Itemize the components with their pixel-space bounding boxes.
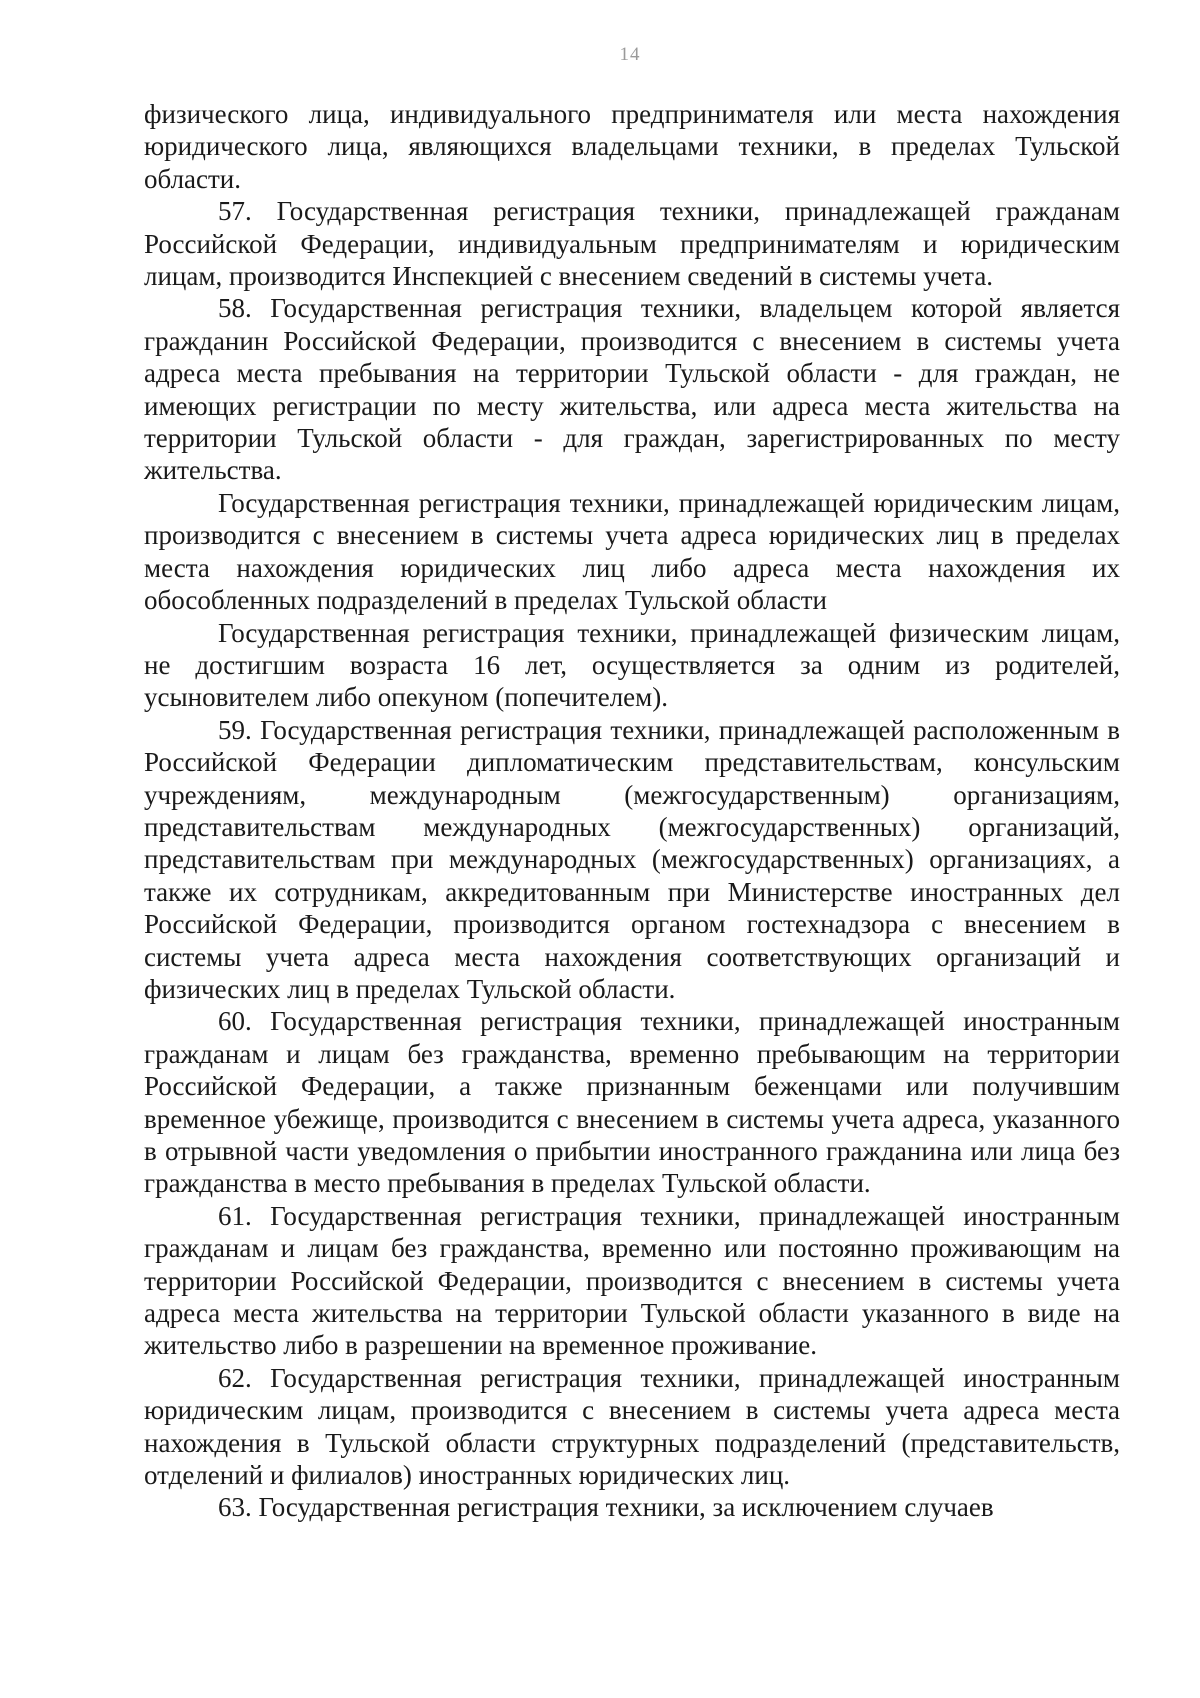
page-number: 14 [619, 44, 641, 65]
paragraph-62: 62. Государственная регистрация техники, принадлежащей иностранным юридическим лицам, производится с внесением в системы учета адреса места нахождения в Тульской области структурных подразделений (представительств, отделений и филиалов) иностранных юридических лиц. [144, 1362, 1120, 1491]
paragraph-58: 58. Государственная регистрация техники, владельцем которой является гражданин Российской Федерации, производится с внесением в системы учета адреса места пребывания на территории Тульской области - для граждан, не имеющих регистрации по месту жительства, или адреса места жительства на территории Тульской области - для граждан, зарегистрированных по месту жительства. [144, 293, 1120, 486]
paragraph-58-minors: Государственная регистрация техники, принадлежащей физическим лицам, не достигшим возраста 16 лет, осуществляется за одним из родителей, усыновителем либо опекуном (попечителем). [144, 617, 1120, 713]
document-body [144, 98, 1120, 1524]
paragraph-63: 63. Государственная регистрация техники, за исключением случаев [218, 1492, 994, 1523]
paragraph-58-legal-entities: Государственная регистрация техники, принадлежащей юридическим лицам, производится с внесением в системы учета адреса юридических лиц в пределах места нахождения юридических лиц либо адреса места нахождения их обособленных подразделений в пределах Тульской области [144, 487, 1120, 616]
paragraph-61: 61. Государственная регистрация техники, принадлежащей иностранным гражданам и лицам без гражданства, временно или постоянно проживающим на территории Российской Федерации, производится с внесением в системы учета адреса места жительства на территории Тульской области указанного в виде на жительство либо в разрешении на временное проживание. [144, 1200, 1120, 1361]
paragraph-57: 57. Государственная регистрация техники, принадлежащей гражданам Российской Федерации, индивидуальным предпринимателям и юридическим лицам, производится Инспекцией с внесением сведений в системы учета. [144, 196, 1120, 292]
paragraph-60: 60. Государственная регистрация техники, принадлежащей иностранным гражданам и лицам без гражданства, временно пребывающим на территории Российской Федерации, а также признанным беженцами или получившим временное убежище, производится с внесением в системы учета адреса, указанного в отрывной части уведомления о прибытии иностранного гражданина или лица без гражданства в место пребывания в пределах Тульской области. [144, 1006, 1120, 1199]
paragraph-59: 59. Государственная регистрация техники, принадлежащей расположенным в Российской Федерации дипломатическим представительствам, консульским учреждениям, международным (межгосударственным) организациям, представительствам международных (межгосударственных) организаций, представительствам при международных (межгосударственных) организациях, а также их сотрудникам, аккредитованным при Министерстве иностранных дел Российской Федерации, производится органом гостехнадзора с внесением в системы учета адреса места нахождения соответствующих организаций и физических лиц в пределах Тульской области. [144, 714, 1120, 1004]
paragraph-continuation: физического лица, индивидуального предпринимателя или места нахождения юридического лица, являющихся владельцами техники, в пределах Тульской области. [144, 99, 1120, 194]
